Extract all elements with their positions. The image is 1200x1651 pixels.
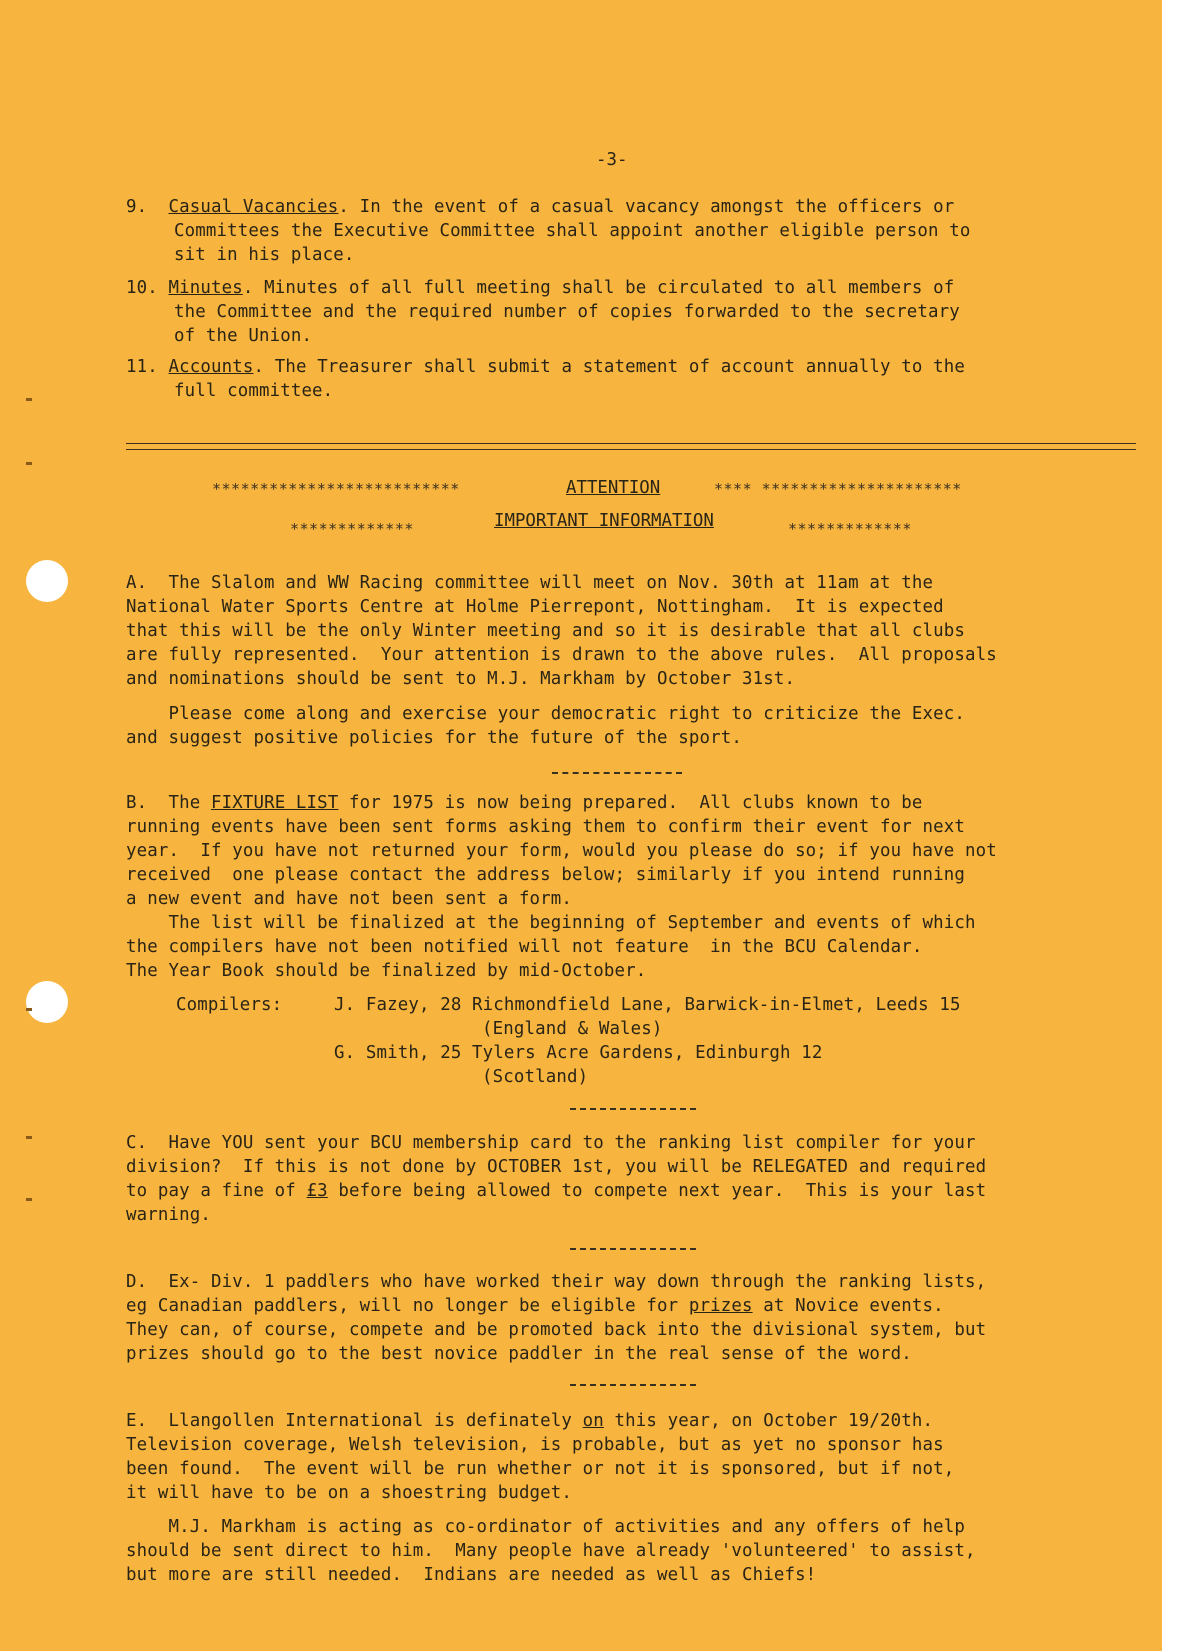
section-c-line: warning. — [126, 1205, 211, 1225]
section-e-line: M.J. Markham is acting as co-ordinator of activities and any offers of help — [126, 1517, 965, 1537]
double-rule-divider — [126, 443, 1136, 450]
section-e-line: been found. The event will be run whether or not it is sponsored, but if not, — [126, 1459, 955, 1479]
prizes-word: prizes — [688, 1296, 753, 1316]
important-information-heading: IMPORTANT INFORMATION — [494, 511, 714, 531]
page-number: -3- — [596, 150, 628, 170]
section-e-line: it will have to be on a shoestring budget. — [126, 1483, 573, 1503]
star-row: **** ********************* — [714, 480, 962, 498]
section-e-line: should be sent direct to him. Many people have already 'volunteered' to assist, — [126, 1541, 976, 1561]
section-d-line: They can, of course, compete and be promoted back into the divisional system, but — [126, 1320, 987, 1340]
section-e-line: Television coverage, Welsh television, is probable, but as yet no sponsor has — [126, 1435, 944, 1455]
punch-hole-bottom — [26, 981, 68, 1023]
fine-amount: £3 — [306, 1181, 328, 1201]
section-d-line: D. Ex- Div. 1 paddlers who have worked their way down through the ranking lists, — [126, 1272, 987, 1292]
star-row: ************************** — [212, 480, 460, 498]
margin-mark — [26, 1008, 32, 1011]
rule-title: Minutes — [168, 278, 243, 298]
star-row: ************* — [788, 520, 912, 538]
compilers-label: Compilers: — [176, 995, 283, 1015]
section-b-line: running events have been sent forms asking them to confirm their event for next — [126, 817, 965, 837]
rule-11-line-1: 11. Accounts. The Treasurer shall submit a statement of account annually to the — [126, 357, 966, 377]
compiler-region: (Scotland) — [482, 1067, 589, 1087]
section-d-line: prizes should go to the best novice paddler in the real sense of the word. — [126, 1344, 912, 1364]
dashed-separator — [552, 772, 682, 774]
section-a-line: and suggest positive policies for the future of the sport. — [126, 728, 742, 748]
rule-11-line-2: full committee. — [174, 381, 334, 401]
section-b-line: The list will be finalized at the beginning of September and events of which — [126, 913, 976, 933]
margin-mark — [26, 462, 32, 465]
section-a-line: A. The Slalom and WW Racing committee will meet on Nov. 30th at 11am at the — [126, 573, 934, 593]
section-b-line: B. The FIXTURE LIST for 1975 is now being prepared. All clubs known to be — [126, 793, 923, 813]
margin-mark — [26, 1198, 32, 1201]
section-b-line: year. If you have not returned your form, would you please do so; if you have not — [126, 841, 997, 861]
section-b-line: The Year Book should be finalized by mid-October. — [126, 961, 647, 981]
section-d-line: eg Canadian paddlers, will no longer be eligible for prizes at Novice events. — [126, 1296, 944, 1316]
dashed-separator — [570, 1248, 696, 1250]
section-c-line: to pay a fine of £3 before being allowed to compete next year. This is your last — [126, 1181, 987, 1201]
rule-9-line-2: Committees the Executive Committee shall appoint another eligible person to — [174, 221, 971, 241]
rule-10-line-2: the Committee and the required number of copies forwarded to the secretary — [174, 302, 960, 322]
punch-hole-top — [26, 560, 68, 602]
rule-title: Accounts — [168, 357, 254, 377]
fixture-list-label: FIXTURE LIST — [210, 793, 339, 813]
section-a-line: are fully represented. Your attention is drawn to the above rules. All proposals — [126, 645, 997, 665]
star-row: ************* — [290, 520, 414, 538]
rule-9-line-3: sit in his place. — [174, 245, 355, 265]
dashed-separator — [570, 1108, 696, 1110]
section-b-line: received one please contact the address below; similarly if you intend running — [126, 865, 965, 885]
margin-mark — [26, 398, 32, 401]
rule-10-line-3: of the Union. — [174, 326, 313, 346]
compiler-region: (England & Wales) — [482, 1019, 663, 1039]
compiler-address: G. Smith, 25 Tylers Acre Gardens, Edinburgh 12 — [334, 1043, 823, 1063]
margin-mark — [26, 1136, 32, 1139]
dashed-separator — [570, 1384, 696, 1386]
section-e-line: but more are still needed. Indians are needed as well as Chiefs! — [126, 1565, 817, 1585]
attention-heading: ATTENTION — [566, 478, 661, 498]
section-c-line: C. Have YOU sent your BCU membership card to the ranking list compiler for your — [126, 1133, 976, 1153]
on-word: on — [582, 1411, 604, 1431]
section-b-line: the compilers have not been notified will not feature in the BCU Calendar. — [126, 937, 923, 957]
section-a-line: National Water Sports Centre at Holme Pierrepont, Nottingham. It is expected — [126, 597, 944, 617]
section-a-line: that this will be the only Winter meeting and so it is desirable that all clubs — [126, 621, 965, 641]
section-e-line: E. Llangollen International is definately on this year, on October 19/20th. — [126, 1411, 934, 1431]
section-a-line: and nominations should be sent to M.J. Markham by October 31st. — [126, 669, 796, 689]
section-b-line: a new event and have not been sent a form. — [126, 889, 573, 909]
rule-title: Casual Vacancies — [168, 197, 339, 217]
compiler-address: J. Fazey, 28 Richmondfield Lane, Barwick-in-Elmet, Leeds 15 — [334, 995, 961, 1015]
section-c-line: division? If this is not done by OCTOBER 1st, you will be RELEGATED and required — [126, 1157, 987, 1177]
section-a-line: Please come along and exercise your democratic right to criticize the Exec. — [126, 704, 965, 724]
rule-9-line-1: 9. Casual Vacancies. In the event of a casual vacancy amongst the officers or — [126, 197, 955, 217]
rule-10-line-1: 10. Minutes. Minutes of all full meeting shall be circulated to all members of — [126, 278, 955, 298]
